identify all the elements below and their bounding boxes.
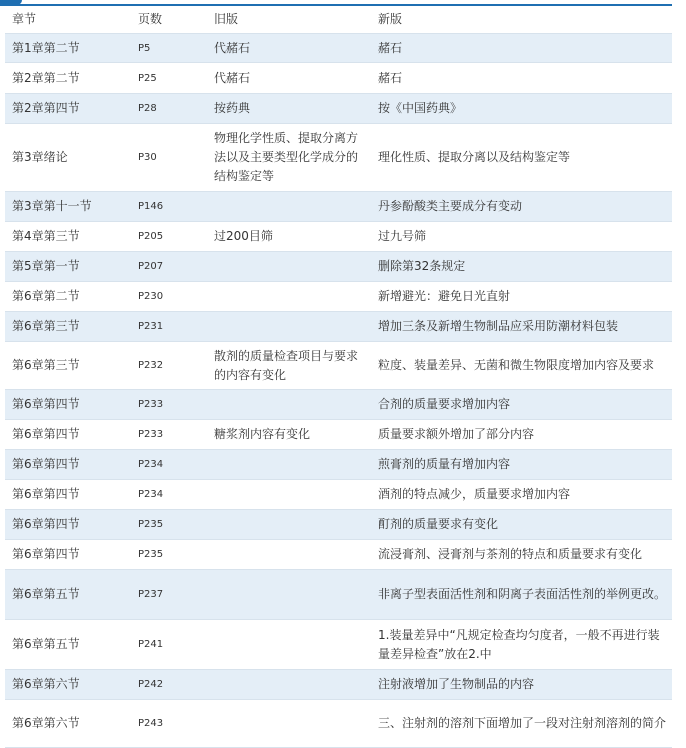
cell-page: P232 (131, 342, 207, 390)
cell-old: 物理化学性质、提取分离方法以及主要类型化学成分的结构鉴定等 (207, 124, 371, 192)
cell-chapter: 第6章第四节 (5, 510, 131, 540)
cell-page: P231 (131, 312, 207, 342)
cell-old: 糖浆剂内容有变化 (207, 420, 371, 450)
cell-page: P233 (131, 390, 207, 420)
cell-chapter: 第6章第四节 (5, 450, 131, 480)
cell-new: 1.装量差异中“凡规定检查均匀度者，一般不再进行装量差异检查”放在2.中 (371, 620, 672, 670)
cell-chapter: 第6章第五节 (5, 620, 131, 670)
revision-comparison-table (5, 6, 672, 748)
cell-page: P234 (131, 450, 207, 480)
cell-new: 酊剂的质量要求有变化 (371, 510, 672, 540)
cell-old: 散剂的质量检查项目与要求的内容有变化 (207, 342, 371, 390)
table-row (5, 252, 672, 282)
cell-chapter: 第6章第二节 (5, 282, 131, 312)
column-header-chapter: 章节 (5, 6, 131, 34)
cell-page: P207 (131, 252, 207, 282)
cell-old (207, 192, 371, 222)
cell-page: P235 (131, 540, 207, 570)
cell-old (207, 390, 371, 420)
cell-page: P237 (131, 570, 207, 620)
cell-chapter: 第6章第四节 (5, 540, 131, 570)
cell-new: 丹参酚酸类主要成分有变动 (371, 192, 672, 222)
cell-new: 三、注射剂的溶剂下面增加了一段对注射剂溶剂的简介 (371, 700, 672, 748)
cell-new: 赭石 (371, 63, 672, 94)
cell-page: P5 (131, 34, 207, 63)
cell-chapter: 第3章第十一节 (5, 192, 131, 222)
table-row (5, 282, 672, 312)
cell-new: 新增避光：避免日光直射 (371, 282, 672, 312)
cell-new: 增加三条及新增生物制品应采用防潮材料包装 (371, 312, 672, 342)
cell-page: P234 (131, 480, 207, 510)
column-header-old-edition: 旧版 (207, 6, 371, 34)
cell-old: 过200目筛 (207, 222, 371, 252)
table-row (5, 192, 672, 222)
table-row (5, 342, 672, 390)
cell-new: 过九号筛 (371, 222, 672, 252)
table-row (5, 540, 672, 570)
cell-new: 赭石 (371, 34, 672, 63)
cell-old (207, 510, 371, 540)
cell-page: P205 (131, 222, 207, 252)
cell-page: P233 (131, 420, 207, 450)
cell-old (207, 620, 371, 670)
cell-chapter: 第6章第五节 (5, 570, 131, 620)
table-row (5, 700, 672, 748)
cell-page: P235 (131, 510, 207, 540)
cell-chapter: 第6章第四节 (5, 420, 131, 450)
cell-page: P241 (131, 620, 207, 670)
cell-chapter: 第6章第六节 (5, 700, 131, 748)
cell-page: P242 (131, 670, 207, 700)
cell-old: 代赭石 (207, 63, 371, 94)
table-row (5, 420, 672, 450)
column-header-new-edition: 新版 (371, 6, 672, 34)
cell-new: 粒度、装量差异、无菌和微生物限度增加内容及要求 (371, 342, 672, 390)
table-row (5, 63, 672, 94)
column-header-page: 页数 (131, 6, 207, 34)
cell-new: 按《中国药典》 (371, 94, 672, 124)
cell-old (207, 252, 371, 282)
cell-chapter: 第6章第四节 (5, 390, 131, 420)
cell-old (207, 450, 371, 480)
cell-old (207, 480, 371, 510)
cell-new: 删除第32条规定 (371, 252, 672, 282)
cell-page: P30 (131, 124, 207, 192)
cell-old (207, 700, 371, 748)
cell-page: P146 (131, 192, 207, 222)
cell-old (207, 540, 371, 570)
cell-chapter: 第4章第三节 (5, 222, 131, 252)
table-row (5, 510, 672, 540)
table-row (5, 222, 672, 252)
cell-chapter: 第3章绪论 (5, 124, 131, 192)
cell-chapter: 第6章第六节 (5, 670, 131, 700)
cell-chapter: 第6章第三节 (5, 312, 131, 342)
cell-new: 非离子型表面活性剂和阴离子表面活性剂的举例更改。 (371, 570, 672, 620)
cell-new: 煎膏剂的质量有增加内容 (371, 450, 672, 480)
cell-chapter: 第2章第四节 (5, 94, 131, 124)
cell-page: P243 (131, 700, 207, 748)
cell-new: 理化性质、提取分离以及结构鉴定等 (371, 124, 672, 192)
table-row (5, 94, 672, 124)
table-row (5, 390, 672, 420)
cell-old: 按药典 (207, 94, 371, 124)
cell-new: 酒剂的特点减少，质量要求增加内容 (371, 480, 672, 510)
table-row (5, 480, 672, 510)
cell-new: 合剂的质量要求增加内容 (371, 390, 672, 420)
cell-old (207, 670, 371, 700)
cell-page: P25 (131, 63, 207, 94)
cell-chapter: 第6章第三节 (5, 342, 131, 390)
cell-new: 流浸膏剂、浸膏剂与茶剂的特点和质量要求有变化 (371, 540, 672, 570)
cell-page: P230 (131, 282, 207, 312)
cell-chapter: 第6章第四节 (5, 480, 131, 510)
cell-chapter: 第5章第一节 (5, 252, 131, 282)
table-row (5, 312, 672, 342)
cell-old (207, 570, 371, 620)
table-row (5, 450, 672, 480)
table-row (5, 670, 672, 700)
cell-chapter: 第2章第二节 (5, 63, 131, 94)
cell-page: P28 (131, 94, 207, 124)
cell-old (207, 282, 371, 312)
cell-new: 质量要求额外增加了部分内容 (371, 420, 672, 450)
cell-old: 代赭石 (207, 34, 371, 63)
cell-new: 注射液增加了生物制品的内容 (371, 670, 672, 700)
table-row (5, 570, 672, 620)
cell-old (207, 312, 371, 342)
table-header-row (5, 6, 672, 34)
table-row (5, 620, 672, 670)
table-row (5, 34, 672, 63)
table-row (5, 124, 672, 192)
cell-chapter: 第1章第二节 (5, 34, 131, 63)
